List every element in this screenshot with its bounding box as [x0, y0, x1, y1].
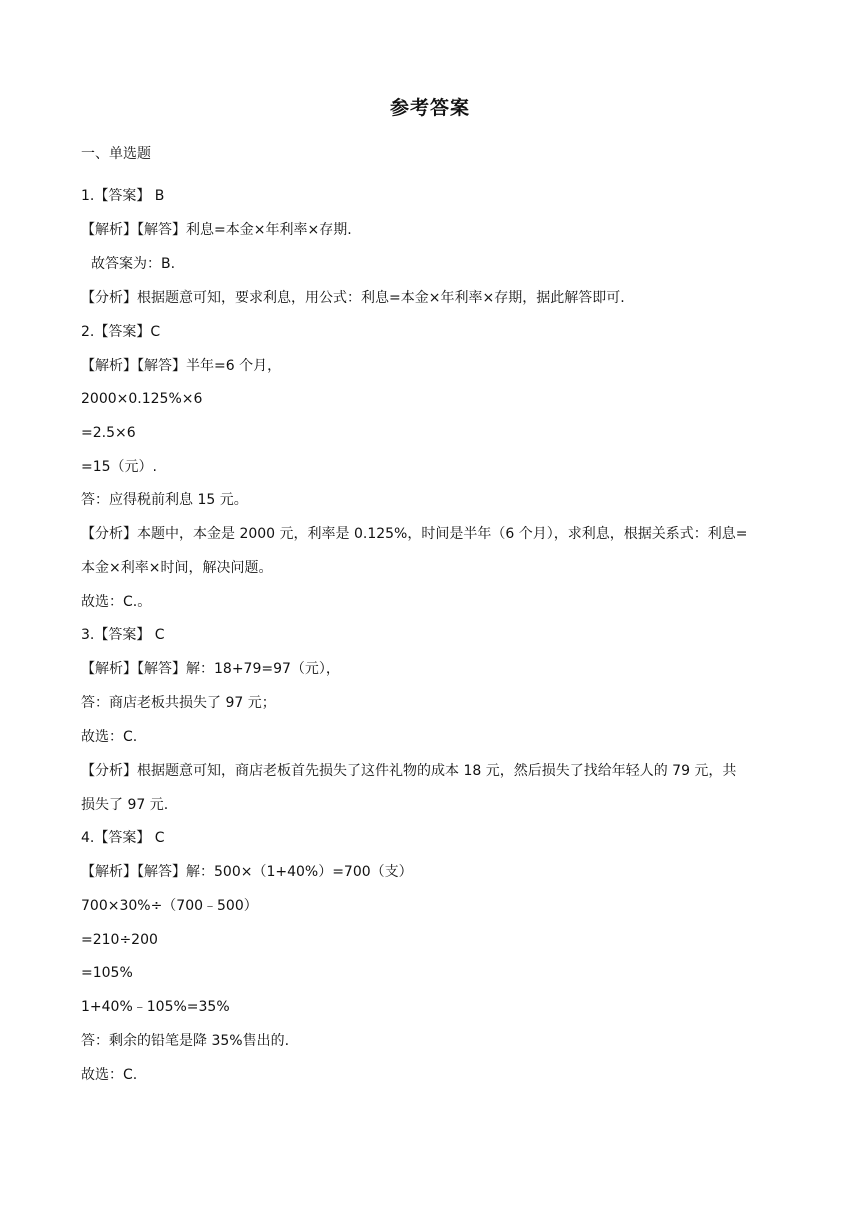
answer-2-analysis: 【分析】本题中，本金是 2000 元，利率是 0.125%，时间是半年（6 个月），求利息，根据关系式：利息=: [81, 526, 748, 542]
page-title: 参考答案: [389, 97, 470, 119]
answer-2-step-3: =15（元）.: [81, 459, 157, 475]
answer-3-answer: 答：商店老板共损失了 97 元；: [81, 695, 276, 711]
answer-3-heading: 3.【答案】 C: [81, 627, 165, 643]
answer-4-choice: 故选：C.: [81, 1067, 138, 1083]
answer-2-choice: 故选：C.。: [81, 594, 152, 610]
answer-2-analysis-cont: 本金×利率×时间，解决问题。: [81, 560, 273, 576]
answer-4-step-2: =210÷200: [81, 932, 158, 948]
answer-4-step-4: 1+40%﹣105%=35%: [81, 999, 230, 1015]
answer-1-analysis: 【分析】根据题意可知，要求利息，用公式：利息=本金×年利率×存期，据此解答即可.: [81, 290, 625, 306]
answer-3-analysis-cont: 损失了 97 元.: [81, 797, 169, 813]
answer-4-heading: 4.【答案】 C: [81, 830, 165, 846]
answer-4-step-3: =105%: [81, 965, 133, 981]
answer-4-step-1: 700×30%÷（700﹣500）: [81, 898, 258, 914]
answer-1-conclusion: 故答案为：B.: [91, 256, 176, 272]
answer-3-explanation: 【解析】【解答】解：18+79=97（元），: [81, 661, 340, 677]
answer-2-explanation: 【解析】【解答】半年=6 个月，: [81, 358, 282, 374]
answer-4-explanation: 【解析】【解答】解：500×（1+40%）=700（支）: [81, 864, 413, 880]
answer-3-analysis: 【分析】根据题意可知，商店老板首先损失了这件礼物的成本 18 元，然后损失了找给年轻人的 79 元，共: [81, 763, 737, 779]
answer-2-heading: 2.【答案】C: [81, 324, 161, 340]
answer-2-answer: 答：应得税前利息 15 元。: [81, 492, 248, 508]
section-heading: 一、单选题: [81, 146, 151, 162]
answer-1-heading: 1.【答案】 B: [81, 188, 165, 204]
answer-1-explanation: 【解析】【解答】利息=本金×年利率×存期.: [81, 222, 352, 238]
answer-2-step-2: =2.5×6: [81, 425, 136, 441]
answer-3-choice: 故选：C.: [81, 729, 138, 745]
answer-4-answer: 答：剩余的铅笔是降 35%售出的.: [81, 1033, 290, 1049]
answer-2-step-1: 2000×0.125%×6: [81, 391, 203, 407]
